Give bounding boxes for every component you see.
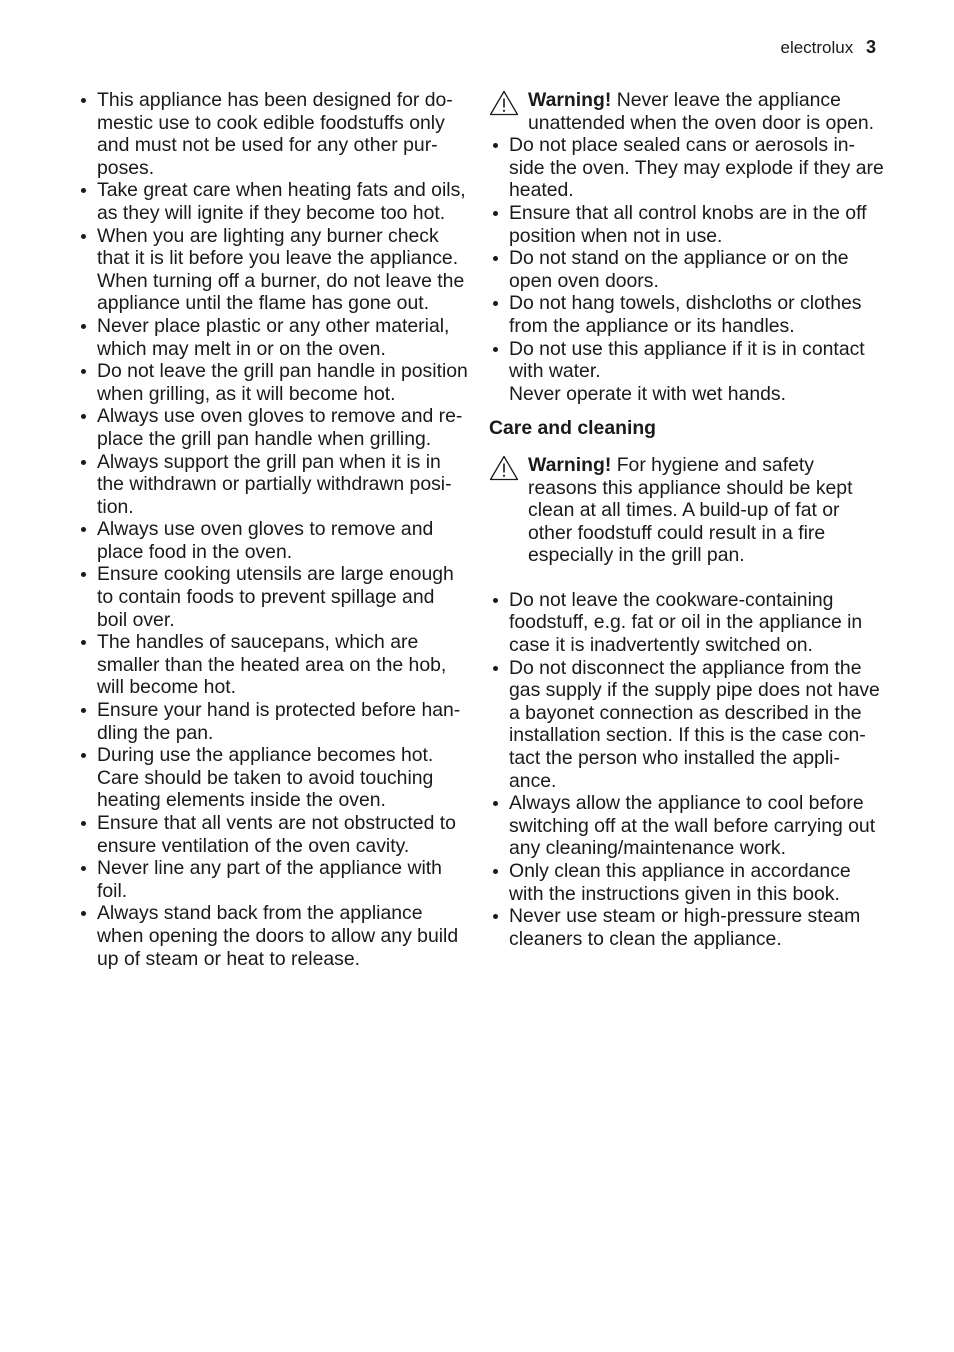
list-item-line: tion. bbox=[97, 495, 134, 518]
list-item bbox=[489, 905, 881, 950]
list-item-line: Always use oven gloves to remove and re- bbox=[97, 405, 463, 428]
list-item-line: foodstuff, e.g. fat or oil in the appliance in bbox=[509, 611, 863, 634]
list-item-line: ance. bbox=[509, 769, 557, 792]
page-number: 3 bbox=[865, 37, 876, 57]
list-item bbox=[489, 202, 881, 247]
warning-line bbox=[528, 89, 881, 112]
list-item bbox=[77, 451, 469, 519]
list-item-line: Do not stand on the appliance or on the bbox=[509, 247, 849, 270]
list-item-line: poses. bbox=[97, 156, 155, 179]
list-item bbox=[77, 902, 469, 970]
list-item-line: Take great care when heating fats and oils, bbox=[97, 179, 466, 202]
list-item-line: boil over. bbox=[97, 608, 175, 631]
list-item-line: Never use steam or high-pressure steam bbox=[509, 905, 861, 928]
warning-note bbox=[489, 89, 881, 134]
right-column bbox=[489, 89, 884, 950]
list-item-line: Always allow the appliance to cool before bbox=[509, 792, 864, 815]
list-item-line: Do not leave the cookware-containing bbox=[509, 588, 834, 611]
list-item-line: Always use oven gloves to remove and bbox=[97, 518, 434, 541]
list-item-line: side the oven. They may explode if they are bbox=[509, 156, 884, 179]
list-item bbox=[77, 315, 469, 360]
list-item-line: Do not disconnect the appliance from the bbox=[509, 656, 862, 679]
list-item-line: Always stand back from the appliance bbox=[97, 902, 423, 925]
list-item-line: Do not place sealed cans or aerosols in- bbox=[509, 134, 855, 157]
left-column bbox=[77, 89, 469, 970]
list-item-line: that it is lit before you leave the appliance. bbox=[97, 247, 459, 270]
list-item-line: Do not leave the grill pan handle in position bbox=[97, 360, 468, 383]
warning-line: reasons this appliance should be kept bbox=[528, 476, 853, 499]
list-item-line: tact the person who installed the appli- bbox=[509, 747, 840, 770]
list-item-line: a bayonet connection as described in the bbox=[509, 701, 862, 724]
list-item-line: Do not hang towels, dishcloths or clothes bbox=[509, 292, 862, 315]
list-item bbox=[77, 405, 469, 450]
list-item bbox=[77, 812, 469, 857]
list-item-line: up of steam or heat to release. bbox=[97, 947, 361, 970]
list-item-line: switching off at the wall before carrying out bbox=[509, 814, 876, 837]
list-item-line: The handles of saucepans, which are bbox=[97, 631, 419, 654]
list-item-line: When you are lighting any burner check bbox=[97, 224, 439, 247]
list-item-line: cleaners to clean the appliance. bbox=[509, 927, 782, 950]
list-item bbox=[77, 563, 469, 631]
list-item-line: heating elements inside the oven. bbox=[97, 789, 386, 812]
list-item-line: when grilling, as it will become hot. bbox=[97, 382, 396, 405]
list-item-line: appliance until the flame has gone out. bbox=[97, 292, 430, 315]
list-item-line: open oven doors. bbox=[509, 269, 659, 292]
list-item-line: with water. bbox=[509, 360, 601, 383]
list-item bbox=[77, 89, 469, 179]
list-item bbox=[77, 857, 469, 902]
list-item-line: position when not in use. bbox=[509, 224, 723, 247]
list-item bbox=[77, 179, 469, 224]
list-item-line: Ensure cooking utensils are large enough bbox=[97, 563, 454, 586]
list-item-line: smaller than the heated area on the hob, bbox=[97, 653, 447, 676]
warning-line: other foodstuff could result in a fire bbox=[528, 521, 826, 544]
list-item-line: as they will ignite if they become too hot. bbox=[97, 201, 446, 224]
warning-line bbox=[528, 454, 881, 477]
list-item-line: and must not be used for any other pur- bbox=[97, 134, 438, 157]
list-item-line: which may melt in or on the oven. bbox=[97, 337, 386, 360]
list-item bbox=[77, 225, 469, 315]
list-item-line: when opening the doors to allow any build bbox=[97, 924, 459, 947]
list-item-line: During use the appliance becomes hot. bbox=[97, 744, 434, 767]
safety-list bbox=[77, 89, 469, 970]
warning-line: especially in the grill pan. bbox=[528, 544, 745, 567]
list-item-line: heated. bbox=[509, 179, 574, 202]
list-item-line: from the appliance or its handles. bbox=[509, 314, 795, 337]
list-item-line: Do not use this appliance if it is in contact bbox=[509, 337, 865, 360]
list-item-line: to contain foods to prevent spillage and bbox=[97, 586, 435, 609]
list-item-line: Never line any part of the appliance with bbox=[97, 857, 442, 880]
list-item-line: Ensure that all vents are not obstructed to bbox=[97, 812, 456, 834]
page-header bbox=[780, 36, 876, 59]
list-item bbox=[489, 134, 884, 202]
section-heading: Care and cleaning bbox=[489, 417, 657, 440]
safety-list-right bbox=[489, 134, 884, 405]
list-item bbox=[489, 657, 881, 793]
cleaning-list bbox=[489, 589, 881, 951]
spacer bbox=[489, 567, 881, 589]
list-item bbox=[77, 744, 469, 812]
list-item-line: mestic use to cook edible foodstuffs only bbox=[97, 111, 445, 134]
list-item-line: dling the pan. bbox=[97, 721, 214, 744]
list-item-line: the withdrawn or partially withdrawn posi- bbox=[97, 473, 452, 496]
warning-triangle-icon bbox=[489, 455, 519, 481]
warning-title: Warning! bbox=[528, 89, 612, 111]
list-item-line: Only clean this appliance in accordance bbox=[509, 860, 851, 882]
list-item bbox=[77, 518, 469, 563]
list-item bbox=[489, 247, 881, 292]
list-item-line: When turning off a burner, do not leave the bbox=[97, 269, 465, 292]
list-item bbox=[489, 792, 881, 860]
list-item-line: Ensure your hand is protected before han- bbox=[97, 699, 461, 722]
list-item-line: Care should be taken to avoid touching bbox=[97, 766, 434, 789]
list-item-line: place the grill pan handle when grilling. bbox=[97, 427, 432, 450]
list-item bbox=[77, 631, 469, 699]
list-item-line: installation section. If this is the case con- bbox=[509, 724, 866, 747]
warning-text: For hygiene and safety bbox=[616, 453, 814, 476]
list-item bbox=[77, 360, 469, 405]
warning-triangle-icon bbox=[489, 90, 519, 116]
list-item-line: case it is inadvertently switched on. bbox=[509, 634, 813, 657]
list-item bbox=[489, 860, 881, 905]
warning-note bbox=[489, 454, 881, 567]
list-item-line: This appliance has been designed for do- bbox=[97, 89, 453, 111]
warning-line: unattended when the oven door is open. bbox=[528, 111, 875, 134]
warning-title: Warning! bbox=[528, 453, 612, 476]
list-item bbox=[489, 338, 881, 406]
list-item-line: ensure ventilation of the oven cavity. bbox=[97, 834, 410, 857]
list-item-line: with the instructions given in this book. bbox=[509, 882, 840, 905]
list-item bbox=[77, 699, 469, 744]
list-item-line: any cleaning/maintenance work. bbox=[509, 837, 787, 860]
list-item bbox=[489, 292, 881, 337]
brand-name: electrolux bbox=[780, 38, 854, 57]
list-item-line: Ensure that all control knobs are in the off bbox=[509, 201, 867, 224]
list-item-line: will become hot. bbox=[97, 676, 237, 699]
warning-text: Never leave the appliance bbox=[616, 89, 841, 111]
list-item-line: place food in the oven. bbox=[97, 540, 293, 563]
list-item bbox=[489, 589, 881, 657]
list-item-line: Always support the grill pan when it is in bbox=[97, 450, 441, 473]
list-item-line: gas supply if the supply pipe does not have bbox=[509, 679, 880, 702]
warning-line: clean at all times. A build-up of fat or bbox=[528, 499, 840, 522]
list-item-line: Never operate it with wet hands. bbox=[509, 382, 786, 405]
list-item-line: foil. bbox=[97, 879, 128, 902]
list-item-line: Never place plastic or any other material, bbox=[97, 314, 450, 337]
